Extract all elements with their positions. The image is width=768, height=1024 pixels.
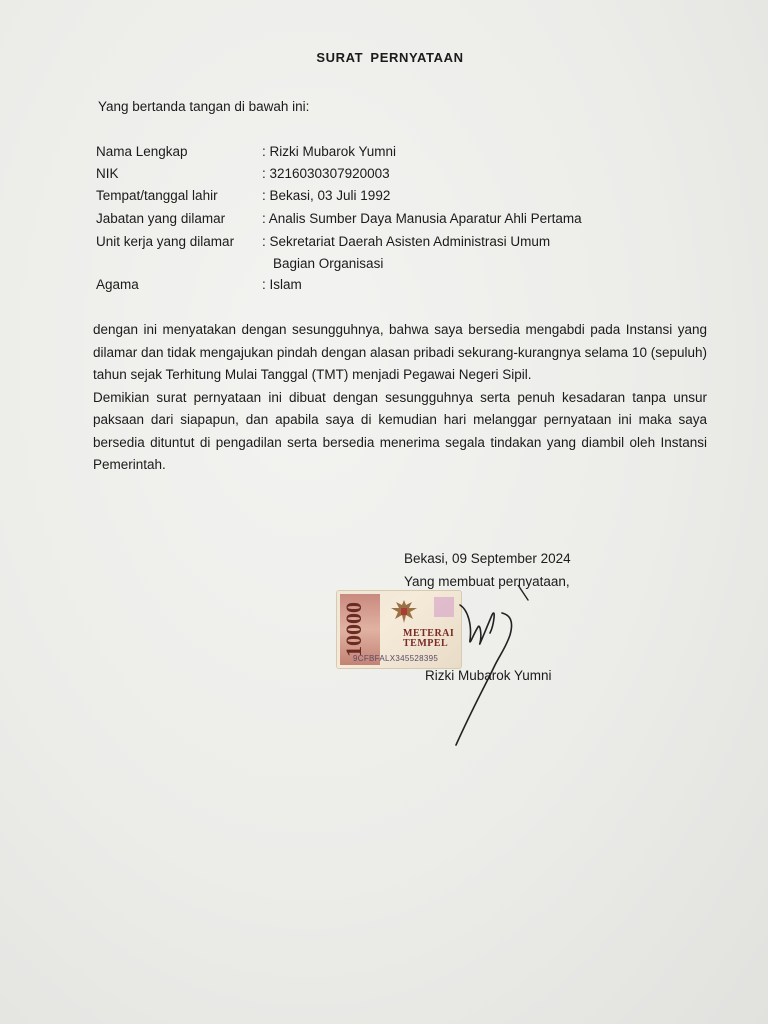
signer-name: Rizki Mubarok Yumni <box>425 668 552 683</box>
place-date: Bekasi, 09 September 2024 <box>404 551 571 566</box>
paragraph-commitment: dengan ini menyatakan dengan sesungguhnya, bahwa saya bersedia mengabdi pada Instansi yang dilamar dan tidak mengajukan pindah dengan alasan pribadi sekurang-kurangnya selama 10 (sepuluh) tahun sejak Terhitung Mulai Tanggal (TMT) menjadi Pegawai Negeri Sipil. <box>93 322 707 382</box>
field-value: : Analis Sumber Daya Manusia Aparatur Ahli Pertama <box>262 211 582 226</box>
stamp-serial: 9CFBFALX345528395 <box>353 654 439 663</box>
field-label: NIK <box>96 166 119 181</box>
garuda-emblem-icon <box>387 597 421 627</box>
stamp-label-line2: TEMPEL <box>403 638 449 649</box>
statement-body <box>93 319 707 477</box>
field-label: Unit kerja yang dilamar <box>96 234 235 249</box>
field-row-agama <box>96 277 302 292</box>
field-row-ttl <box>96 188 390 203</box>
document-title: SURAT PERNYATAAN <box>316 50 464 65</box>
field-row-nik <box>96 166 390 181</box>
field-value: : 3216030307920003 <box>262 166 390 181</box>
intro-text: Yang bertanda tangan di bawah ini: <box>98 99 310 114</box>
field-row-unit <box>96 234 550 249</box>
field-label: Nama Lengkap <box>96 144 188 159</box>
field-value: : Rizki Mubarok Yumni <box>262 144 397 159</box>
field-row-jabatan <box>96 211 582 226</box>
stamp-nominal: 10000 <box>341 602 366 658</box>
field-value: : Bekasi, 03 Juli 1992 <box>262 188 391 203</box>
field-label: Tempat/tanggal lahir <box>96 188 218 203</box>
field-row-nama <box>96 144 396 159</box>
field-label: Agama <box>96 277 139 292</box>
field-unit-continuation: Bagian Organisasi <box>273 256 384 271</box>
made-by-label: Yang membuat pernyataan, <box>404 574 570 589</box>
field-value: : Islam <box>262 277 302 292</box>
stamp-label-line1: METERAI <box>403 628 455 639</box>
paragraph-closing: Demikian surat pernyataan ini dibuat dengan sesungguhnya serta penuh kesadaran tanpa unsur paksaan dari siapapun, dan apabila saya di kemudian hari melanggar pernyataan ini maka saya bersedia dituntut di pengadilan serta bersedia menerima segala tindakan yang diambil oleh Instansi Pemerintah. <box>93 389 707 472</box>
field-label: Jabatan yang dilamar <box>96 211 226 226</box>
field-value: : Sekretariat Daerah Asisten Administrasi Umum <box>262 234 551 249</box>
